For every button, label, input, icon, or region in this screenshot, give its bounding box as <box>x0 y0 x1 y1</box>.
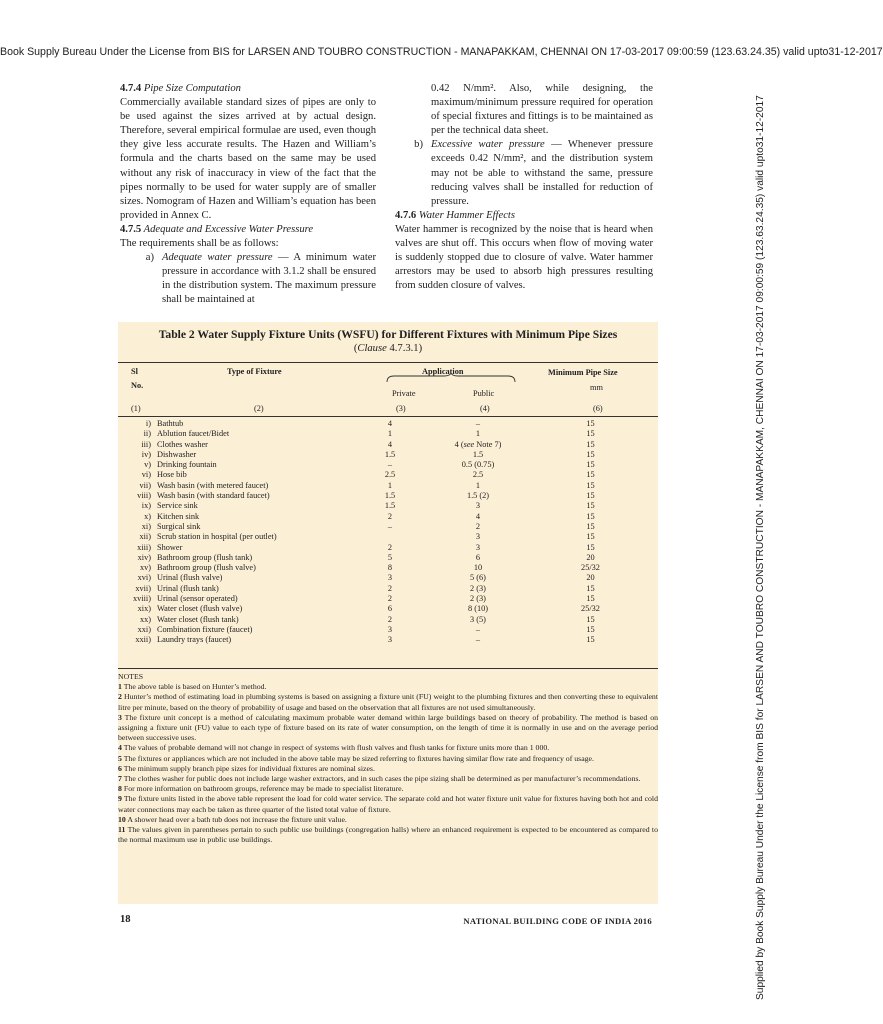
table-top-rule <box>118 362 658 363</box>
note-number: 6 <box>118 763 122 773</box>
col-num-1: (1) <box>131 404 141 413</box>
row-private: 2 <box>387 542 393 552</box>
section-title: Adequate and Excessive Water Pressure <box>143 223 314 235</box>
row-private <box>347 532 433 542</box>
table-row <box>118 625 658 635</box>
header-sl: Sl <box>131 367 138 376</box>
row-private: 2 <box>387 594 393 604</box>
row-sl: xv) <box>139 563 151 573</box>
header-public: Public <box>473 389 495 398</box>
table-row <box>118 470 658 480</box>
col-num-4: (4) <box>480 404 490 413</box>
table-row <box>118 604 658 614</box>
table-notes <box>118 672 658 845</box>
row-sl: xii) <box>139 532 151 542</box>
table-row <box>118 440 658 450</box>
row-fixture-type: Bathtub <box>157 419 184 428</box>
row-sl: xiv) <box>137 552 151 562</box>
note-item <box>118 754 658 764</box>
row-private: 5 <box>387 552 393 562</box>
row-private: 2 <box>387 511 393 521</box>
table-row <box>118 543 658 553</box>
table-row <box>118 594 658 604</box>
row-private: 3 <box>387 624 393 634</box>
row-sl: xxii) <box>135 635 151 645</box>
row-fixture-type: Water closet (flush tank) <box>157 614 239 624</box>
row-fixture-type: Wash basin (with metered faucet) <box>157 480 269 490</box>
row-fixture-type: Scrub station in hospital (per outlet) <box>157 532 277 542</box>
row-sl: xvi) <box>137 573 151 583</box>
row-min-pipe-size: 15 <box>586 521 595 531</box>
row-fixture-type: Bathroom group (flush valve) <box>157 563 256 573</box>
row-public: 0.5 (0.75) <box>461 460 495 470</box>
note-number: 5 <box>118 753 122 763</box>
page-number: 18 <box>120 914 131 925</box>
table-row <box>118 635 658 645</box>
row-sl: xiii) <box>137 542 151 552</box>
right-column <box>395 82 653 293</box>
table-row <box>118 491 658 501</box>
license-watermark-top: Book Supply Bureau Under the License from BIS for LARSEN AND TOUBRO CONSTRUCTION - MANAPAKKAM, CHENNAI ON 17-03-2017 09:00:59 (123.63.24.35) valid upto31-12-2017 <box>0 46 883 58</box>
note-item <box>118 682 658 692</box>
row-sl: i) <box>145 419 151 428</box>
table-row <box>118 584 658 594</box>
row-public: 10 <box>473 563 483 573</box>
row-public: 3 <box>475 532 481 542</box>
table-row <box>118 501 658 511</box>
row-sl: xvii) <box>135 583 151 593</box>
table-row <box>118 450 658 460</box>
note-text: The minimum supply branch pipe sizes for individual fixtures are nominal sizes. <box>123 763 375 773</box>
section-title: Pipe Size Computation <box>143 83 241 94</box>
row-public: 6 <box>475 552 481 562</box>
list-marker: b) <box>414 139 423 151</box>
clause-label: Clause <box>357 343 387 354</box>
list-marker: a) <box>145 252 154 264</box>
note-item <box>118 784 658 794</box>
section-4-7-6-body: Water hammer is recognized by the noise that is heard when valves are shut off. This occurs when flow of moving water is suddenly stopped due to closure of valve. Water hammer arrestors may be used to absorb high pressures resulting from sudden closure of valves. <box>395 223 653 292</box>
row-min-pipe-size: 15 <box>586 635 595 645</box>
row-public: – <box>475 419 481 428</box>
row-private: 2 <box>387 583 393 593</box>
row-private: 4 <box>387 439 393 449</box>
row-fixture-type: Dishwasher <box>157 449 197 459</box>
row-min-pipe-size: 15 <box>586 429 595 439</box>
row-min-pipe-size: 15 <box>586 439 595 449</box>
row-private: 6 <box>387 604 393 614</box>
row-fixture-type: Surgical sink <box>157 521 201 531</box>
list-term: Adequate water pressure <box>162 252 273 264</box>
col-num-3: (3) <box>396 404 406 413</box>
note-item <box>118 794 658 814</box>
notes-heading: NOTES <box>118 672 144 681</box>
note-text: The above table is based on Hunter’s method. <box>123 682 267 692</box>
row-fixture-type: Kitchen sink <box>157 511 200 521</box>
note-item <box>118 743 658 753</box>
row-public: 1 <box>475 480 481 490</box>
list-text <box>431 138 653 208</box>
table-row <box>118 553 658 563</box>
row-private: 4 <box>387 419 393 428</box>
row-fixture-type: Laundry trays (faucet) <box>157 635 232 645</box>
table-row <box>118 460 658 470</box>
row-fixture-type: Drinking fountain <box>157 460 217 470</box>
row-sl: xx) <box>139 614 151 624</box>
row-sl: xix) <box>137 604 151 614</box>
row-min-pipe-size: 15 <box>586 532 595 542</box>
note-number: 1 <box>118 682 122 692</box>
note-number: 7 <box>118 774 122 784</box>
row-public: 8 (10) <box>467 604 489 614</box>
left-column <box>120 82 376 308</box>
table-title: Table 2 Water Supply Fixture Units (WSFU) for Different Fixtures with Minimum Pipe Sizes <box>158 328 618 341</box>
row-private: 1.5 <box>384 449 396 459</box>
table-row <box>118 522 658 532</box>
note-text: The fixture units listed in the above table represent the load for cold water service. The separate cold and hot water fixture unit value for fixtures having both hot and cold water connections may each be taken as three quarter of the listed total value of fixture. <box>118 794 658 814</box>
fixture-units-table <box>118 322 658 904</box>
row-sl: xviii) <box>133 594 151 604</box>
row-private: 1 <box>387 480 393 490</box>
row-public: 1 <box>475 429 481 439</box>
section-number: 4.7.5 <box>120 223 142 235</box>
row-fixture-type: Shower <box>157 542 183 552</box>
row-private: – <box>387 460 393 470</box>
note-number: 10 <box>118 814 126 824</box>
section-4-7-5-intro: The requirements shall be as follows: <box>120 238 279 250</box>
row-min-pipe-size: 20 <box>586 573 595 583</box>
row-public: 2 <box>475 521 481 531</box>
row-fixture-type: Urinal (flush valve) <box>157 573 223 583</box>
application-brace-icon <box>386 373 516 383</box>
row-min-pipe-size: 15 <box>586 583 595 593</box>
header-type: Type of Fixture <box>227 367 282 376</box>
row-public: 2 (3) <box>470 583 486 593</box>
row-min-pipe-size: 15 <box>586 594 595 604</box>
list-term: Excessive water pressure <box>431 139 545 151</box>
row-sl: viii) <box>137 491 151 501</box>
note-item <box>118 815 658 825</box>
table-row <box>118 573 658 583</box>
table-row <box>118 615 658 625</box>
header-no: No. <box>131 381 144 390</box>
row-sl: v) <box>144 460 151 470</box>
note-number: 9 <box>118 794 122 804</box>
table-row <box>118 563 658 573</box>
table-row <box>118 481 658 491</box>
row-private: 3 <box>387 573 393 583</box>
table-bottom-rule <box>118 668 658 669</box>
row-min-pipe-size: 15 <box>586 449 595 459</box>
row-min-pipe-size: 15 <box>586 460 595 470</box>
row-min-pipe-size: 15 <box>586 542 595 552</box>
row-min-pipe-size: 25/32 <box>581 604 600 614</box>
col-num-6: (6) <box>593 404 603 413</box>
row-public: 1.5 <box>472 449 484 459</box>
list-text <box>162 251 376 307</box>
table-row <box>118 532 658 542</box>
row-min-pipe-size: 25/32 <box>581 563 600 573</box>
list-item-a-continued <box>401 82 653 138</box>
row-min-pipe-size: 15 <box>586 480 595 490</box>
note-item <box>118 692 658 712</box>
note-text: The values given in parentheses pertain to such public use buildings (congregation halls) where an enhanced requirement is expected to be encountered as compared to the normal maximum use in public use buildings. <box>118 825 658 845</box>
row-sl: xi) <box>141 521 151 531</box>
row-private: 3 <box>387 635 393 645</box>
row-min-pipe-size: 15 <box>586 491 595 501</box>
note-item <box>118 764 658 774</box>
note-item <box>118 713 658 744</box>
license-watermark-side: Supplied by Book Supply Bureau Under the License from BIS for LARSEN AND TOUBRO CONSTRUCTION - MANAPAKKAM, CHENNAI ON 17-03-2017 09:00:59 (123.63.24.35) valid upto31-12-2017 <box>755 95 766 1000</box>
note-text: A shower head over a bath tub does not increase the fixture unit value. <box>127 814 347 824</box>
section-4-7-4-body: Commercially available standard sizes of pipes are only to be used against the sizes arrived at by actual design. Therefore, several empirical formulae are used, even though they give less accurate results. The Hazen and William’s formula and the charts based on the same may be used without any risk of inaccuracy in view of the fact that the pipes normally to be used for water supply are of smaller sizes. Nomogram of Hazen and William’s equation has been provided in Annex C. <box>120 97 376 221</box>
row-sl: ix) <box>141 501 151 511</box>
list-body: — Whenever pressure exceeds 0.42 N/mm², and the distribution system may not be able to withstand the same, pressure reducing valves shall be installed for reduction of pressure. <box>431 139 653 207</box>
row-private: 1.5 <box>384 501 396 511</box>
row-public: – <box>475 635 481 645</box>
row-public: 3 (5) <box>470 614 486 624</box>
row-sl: vii) <box>139 480 151 490</box>
row-fixture-type: Clothes washer <box>157 439 208 449</box>
note-number: 3 <box>118 712 122 722</box>
row-min-pipe-size: 15 <box>586 419 595 428</box>
row-public: 2.5 <box>472 470 484 480</box>
row-fixture-type: Service sink <box>157 501 198 511</box>
list-body: 0.42 N/mm². Also, while designing, the maximum/minimum pressure required for operation of special fixtures and fittings is to be maintained as per the technical data sheet. <box>431 83 653 137</box>
row-fixture-type: Urinal (sensor operated) <box>157 594 238 604</box>
row-private: 2 <box>387 614 393 624</box>
table-body <box>118 419 658 646</box>
row-sl: iv) <box>141 449 151 459</box>
row-fixture-type: Wash basin (with standard faucet) <box>157 491 270 501</box>
row-fixture-type: Combination fixture (faucet) <box>157 624 253 634</box>
note-text: Hunter’s method of estimating load in plumbing systems is based on assigning a fixture unit (FU) weight to the plumbing fixtures and then converting these to equivalent litre per minute, based on the theory of probability of usage and based on the observation that all fixtures are not used simultaneously. <box>118 692 658 712</box>
row-private: 2.5 <box>384 470 396 480</box>
row-private: 8 <box>387 563 393 573</box>
row-sl: x) <box>144 511 151 521</box>
row-private: – <box>387 521 393 531</box>
row-fixture-type: Bathroom group (flush tank) <box>157 552 253 562</box>
note-item <box>118 774 658 784</box>
row-sl: iii) <box>141 439 151 449</box>
list-item-a <box>132 251 376 307</box>
table-row <box>118 419 658 429</box>
row-public: 4 <box>475 511 481 521</box>
row-min-pipe-size: 15 <box>586 511 595 521</box>
table-header-rule <box>118 416 658 417</box>
publication-title: NATIONAL BUILDING CODE OF INDIA 2016 <box>463 916 652 926</box>
row-fixture-type: Hose bib <box>157 470 187 480</box>
header-mm: mm <box>590 383 603 392</box>
row-public: 3 <box>475 501 481 511</box>
row-public: 4 (see Note 7) <box>454 439 502 449</box>
section-4-7-4-heading <box>120 82 376 96</box>
section-4-7-5-heading <box>120 223 376 237</box>
section-4-7-6-heading <box>395 209 653 223</box>
row-fixture-type: Ablution faucet/Bidet <box>157 429 230 439</box>
note-number: 2 <box>118 692 122 702</box>
table-row <box>118 429 658 439</box>
section-number: 4.7.6 <box>395 209 417 221</box>
row-sl: vi) <box>141 470 151 480</box>
table-clause: (Clause 4.7.3.1) <box>353 343 423 354</box>
note-number: 4 <box>118 743 122 753</box>
note-item <box>118 825 658 845</box>
note-text: The clothes washer for public does not include large washer extractors, and in such cases the pipe sizing shall be determined as per manufacturer’s recommendations. <box>123 774 641 784</box>
row-min-pipe-size: 15 <box>586 624 595 634</box>
row-sl: xxi) <box>137 624 151 634</box>
section-number: 4.7.4 <box>120 83 142 94</box>
row-min-pipe-size: 15 <box>586 470 595 480</box>
col-num-2: (2) <box>254 404 264 413</box>
note-text: The values of probable demand will not change in respect of systems with flush valves and flush tanks for fixture units more than 1 000. <box>123 743 550 753</box>
row-public: – <box>475 624 481 634</box>
row-public: 2 (3) <box>470 594 486 604</box>
row-fixture-type: Water closet (flush valve) <box>157 604 243 614</box>
header-min-pipe-size: Minimum Pipe Size <box>548 368 618 377</box>
row-min-pipe-size: 15 <box>586 501 595 511</box>
header-application: Application <box>422 367 464 376</box>
note-number: 8 <box>118 784 122 794</box>
row-public: 3 <box>475 542 481 552</box>
row-private: 1 <box>387 429 393 439</box>
section-title: Water Hammer Effects <box>418 209 515 221</box>
table-row <box>118 512 658 522</box>
note-text: The fixture unit concept is a method of calculating maximum probable water demand within large buildings based on theory of probability. The method is based on assigning a fixture unit (FU) value to each type of fixture based on its rate of water consumption, on the length of time it is normally in use and on the average period between successive uses. <box>118 712 659 743</box>
header-private: Private <box>392 389 416 398</box>
clause-ref: 4.7.3.1 <box>389 343 419 354</box>
row-private: 1.5 <box>384 491 396 501</box>
note-text: The fixtures or appliances which are not included in the above table may be sized referring to fixtures having similar flow rate and frequency of usage. <box>123 753 594 763</box>
note-number: 11 <box>118 825 126 835</box>
row-fixture-type: Urinal (flush tank) <box>157 583 219 593</box>
list-item-b <box>401 138 653 208</box>
note-text: For more information on bathroom groups, reference may be made to specialist literature. <box>123 784 404 794</box>
row-public: 5 (6) <box>470 573 486 583</box>
row-min-pipe-size: 15 <box>586 614 595 624</box>
row-sl: ii) <box>143 429 151 439</box>
list-body: — A minimum water pressure in accordance with 3.1.2 shall be ensured in the distribution system. The maximum pressure shall be maintained at <box>162 252 376 306</box>
row-min-pipe-size: 20 <box>586 552 595 562</box>
row-public: 1.5 (2) <box>466 491 490 501</box>
